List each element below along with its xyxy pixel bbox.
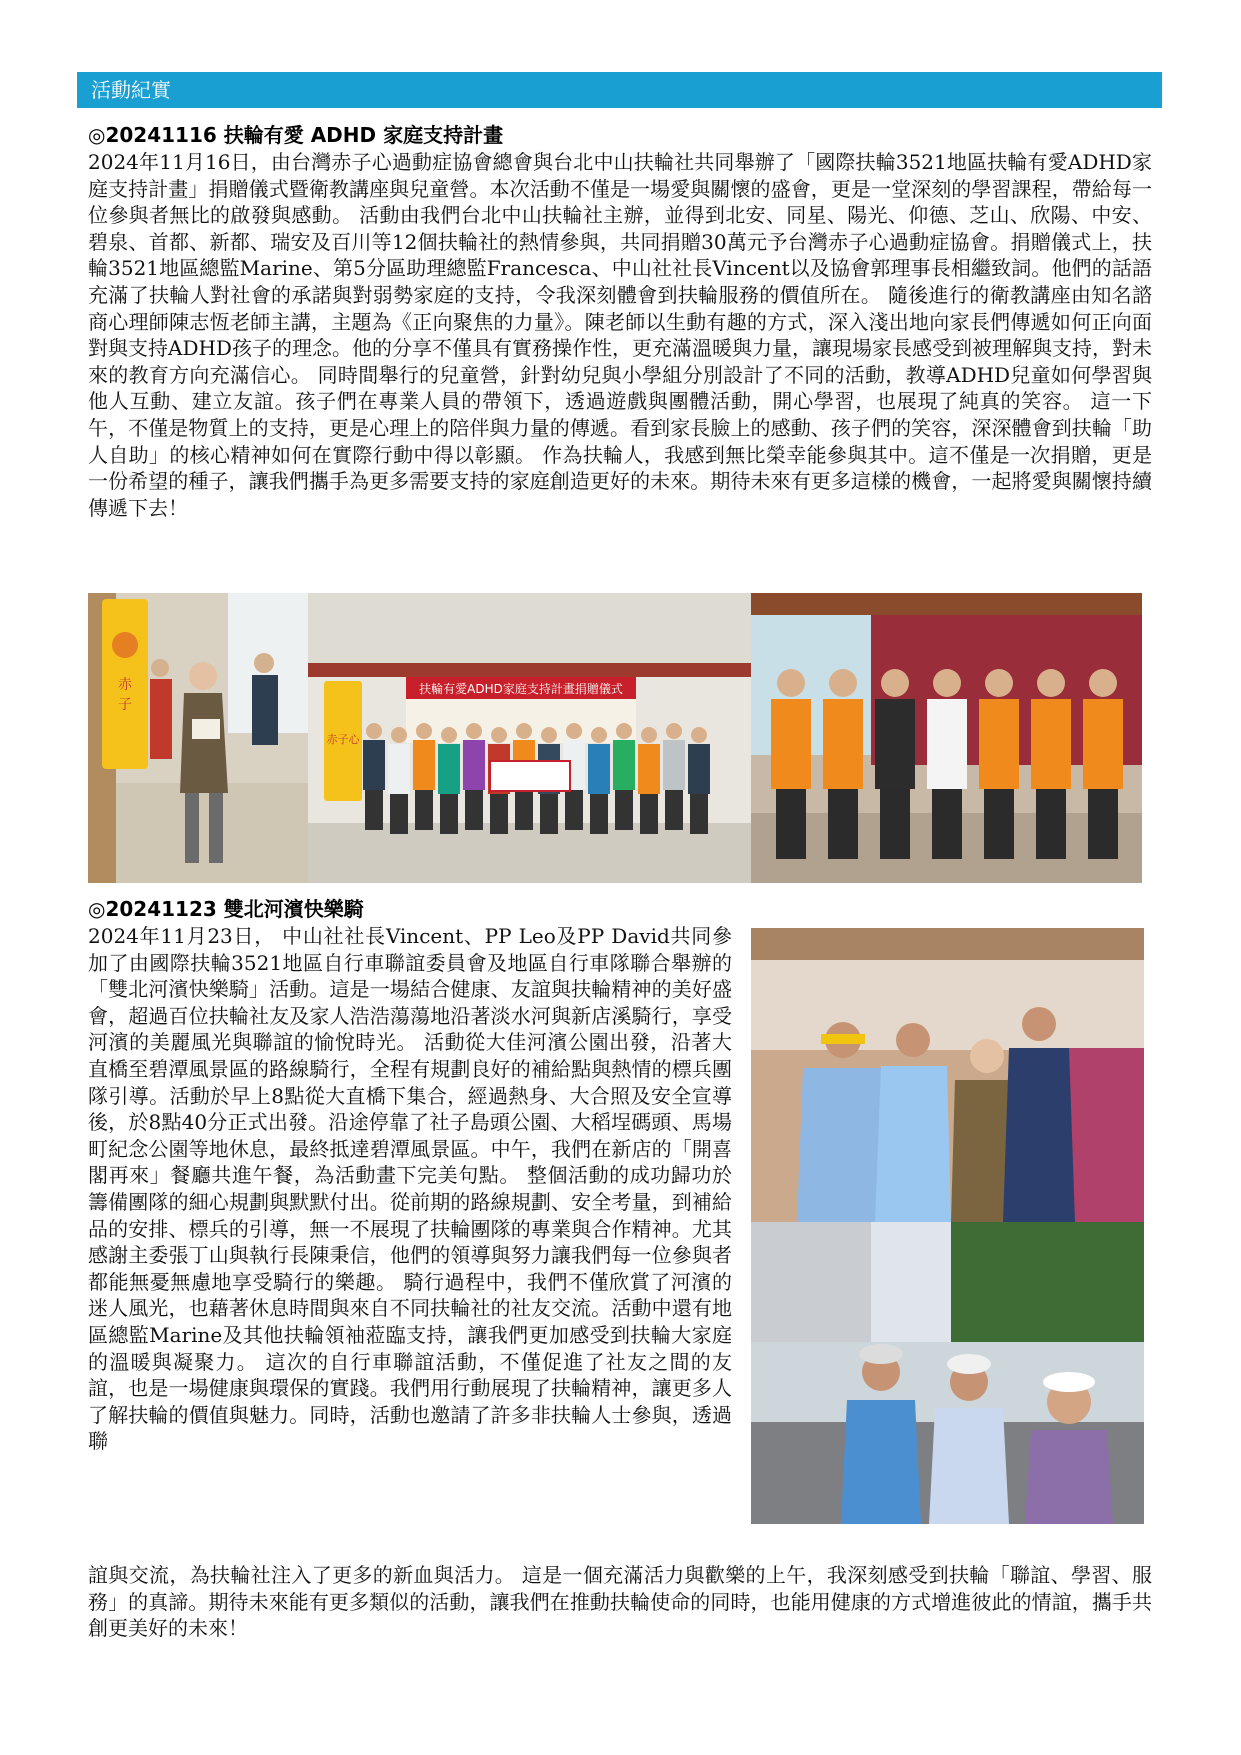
section-header-bar [77,72,1162,108]
banner-text: 扶輪有愛ADHD家庭支持計畫捐贈儀式 [419,682,623,696]
event-body-cycling-full: 誼與交流，為扶輪社注入了更多的新血與活力。 這是一個充滿活力與歡樂的上午，我深刻感受到扶輪「聯誼、學習、服務」的真諦。期待未來能有更多類似的活動，讓我們在推動扶輪使命的同時，也能用健康的方式增進彼此的情誼，攜手共創更美好的未來！ [88,1563,1152,1641]
event-title-adhd: ◎20241116 扶輪有愛 ADHD 家庭支持計畫 [88,123,504,147]
photo-vest-team [751,593,1142,883]
photo-donation-group [308,593,751,883]
event-body-cycling-wrap: 2024年11月23日， 中山社社長Vincent、PP Leo及PP David共同參加了由國際扶輪3521地區自行車聯誼委員會及地區自行車隊聯合舉辦的「雙北河濱快樂騎」活動。這是一場結合健康、友誼與扶輪精神的美好盛會，超過百位扶輪社友及家人浩浩蕩蕩地沿著淡水河與新店溪騎行，享受河濱的美麗風光與聯誼的愉悅時光。 活動從大佳河濱公園出發，沿著大直橋至碧潭風景區的路線騎行，全程有規劃良好的補給點與熱情的標兵團隊引導。活動於早上8點從大直橋下集合，經過熱身、大合照及安全宣導後，於8點40分正式出發。沿途停靠了社子島頭公園、大稻埕碼頭、馬場町紀念公園等地休息，最終抵達碧潭風景區。中午，我們在新店的「開喜閣再來」餐廳共進午餐，為活動畫下完美句點。 整個活動的成功歸功於籌備團隊的細心規劃與默默付出。從前期的路線規劃、安全考量，到補給品的安排、標兵的引導，無一不展現了扶輪團隊的專業與合作精神。尤其感謝主委張丁山與執行長陳秉信，他們的領導與努力讓我們每一位參與者都能無憂無慮地享受騎行的樂趣。 騎行過程中，我們不僅欣賞了河濱的迷人風光，也藉著休息時間與來自不同扶輪社的社友交流。活動中還有地區總監Marine及其他扶輪領袖蒞臨支持，讓我們更加感受到扶輪大家庭的溫暖與凝聚力。 這次的自行車聯誼活動，不僅促進了社友之間的友誼，也是一場健康與環保的實踐。我們用行動展現了扶輪精神，讓更多人了解扶輪的價值與魅力。同時，活動也邀請了許多非扶輪人士參與，透過聯 [88,924,732,1454]
photo-cyclists-restaurant [751,928,1144,1222]
event-body-adhd: 2024年11月16日，由台灣赤子心過動症協會總會與台北中山扶輪社共同舉辦了「國際扶輪3521地區扶輪有愛ADHD家庭支持計畫」捐贈儀式暨衛教講座與兒童營。本次活動不僅是一場愛與關懷的盛會，更是一堂深刻的學習課程，帶給每一位參與者無比的啟發與感動。 活動由我們台北中山扶輪社主辦，並得到北安、同星、陽光、仰德、芝山、欣陽、中安、碧泉、首都、新都、瑞安及百川等12個扶輪社的熱情參與，共同捐贈30萬元予台灣赤子心過動症協會。捐贈儀式上，扶輪3521地區總監Marine、第5分區助理總監Francesca、中山社社長Vincent以及協會郭理事長相繼致詞。他們的話語充滿了扶輪人對社會的承諾與對弱勢家庭的支持，令我深刻體會到扶輪服務的價值所在。 隨後進行的衛教講座由知名諮商心理師陳志恆老師主講，主題為《正向聚焦的力量》。陳老師以生動有趣的方式，深入淺出地向家長們傳遞如何正向面對與支持ADHD孩子的理念。他的分享不僅具有實務操作性，更充滿溫暖與力量，讓現場家長感受到被理解與支持，對未來的教育方向充滿信心。 同時間舉行的兒童營，針對幼兒與小學組分別設計了不同的活動，教導ADHD兒童如何學習與他人互動、建立友誼。孩子們在專業人員的帶領下，透過遊戲與團體活動，開心學習，也展現了純真的笑容。 這一下午，不僅是物質上的支持，更是心理上的陪伴與力量的傳遞。看到家長臉上的感動、孩子們的笑容，深深體會到扶輪「助人自助」的核心精神如何在實際行動中得以彰顯。 作為扶輪人，我感到無比榮幸能參與其中。這不僅是一次捐贈，更是一份希望的種子，讓我們攜手為更多需要支持的家庭創造更好的未來。期待未來有更多這樣的機會，一起將愛與關懷持續傳遞下去！ [88,150,1152,520]
event-title-cycling: ◎20241123 雙北河濱快樂騎 [88,897,364,921]
svg-text:子: 子 [118,697,132,713]
photo-cyclists-riverside [751,1222,1144,1524]
sign-text: 赤子心 [326,733,360,746]
photo-guest-arrival [88,593,308,883]
svg-text:赤: 赤 [118,677,132,693]
section-header-label: 活動紀實 [91,78,171,102]
